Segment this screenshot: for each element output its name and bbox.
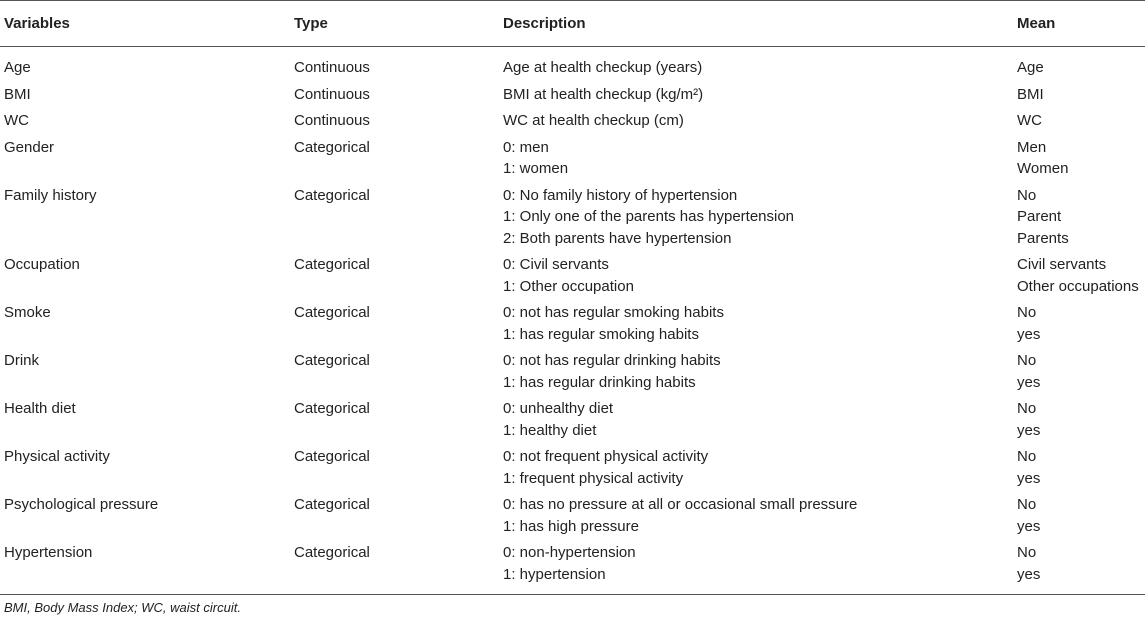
table-row bbox=[0, 301, 1145, 349]
cell-type: Continuous bbox=[294, 59, 370, 76]
description-line: 1: women bbox=[503, 160, 569, 177]
description-line: 0: not has regular smoking habits bbox=[503, 304, 724, 321]
mean-line: Age bbox=[1017, 59, 1044, 76]
cell-description bbox=[499, 493, 1013, 541]
description-line: 0: not has regular drinking habits bbox=[503, 352, 721, 369]
mean-line: No bbox=[1017, 448, 1037, 465]
description-line: BMI at health checkup (kg/m²) bbox=[503, 85, 704, 103]
description-line: 1: has high pressure bbox=[503, 517, 639, 535]
description-line: 0: unhealthy diet bbox=[503, 400, 614, 417]
cell-variable: Occupation bbox=[4, 256, 80, 273]
mean-line: yes bbox=[1017, 325, 1041, 343]
cell-description bbox=[499, 445, 1013, 493]
mean-line: Parents bbox=[1017, 229, 1069, 247]
description-line: 1: has regular drinking habits bbox=[503, 373, 696, 391]
table-row bbox=[0, 445, 1145, 493]
table-row bbox=[0, 253, 1145, 301]
header-variables: Variables bbox=[4, 15, 70, 32]
mean-line: No bbox=[1017, 400, 1037, 417]
mean-line: yes bbox=[1017, 469, 1041, 487]
mean-line: yes bbox=[1017, 373, 1041, 391]
table-row bbox=[0, 136, 1145, 184]
mean-line: Men bbox=[1017, 138, 1047, 156]
description-line: 0: men bbox=[503, 138, 549, 156]
cell-type: Categorical bbox=[294, 186, 370, 204]
mean-line: No bbox=[1017, 304, 1037, 321]
cell-mean bbox=[1013, 109, 1145, 136]
table-row bbox=[0, 541, 1145, 595]
cell-variable: WC bbox=[4, 112, 29, 129]
mean-line: BMI bbox=[1017, 85, 1044, 103]
mean-line: No bbox=[1017, 186, 1037, 204]
table-row bbox=[0, 83, 1145, 110]
mean-line: WC bbox=[1017, 112, 1042, 129]
mean-line: Other occupations bbox=[1017, 277, 1139, 295]
header-row bbox=[0, 1, 1145, 47]
description-line: 1: has regular smoking habits bbox=[503, 325, 699, 343]
cell-variable: Psychological pressure bbox=[4, 496, 159, 513]
mean-line: No bbox=[1017, 352, 1037, 369]
cell-mean bbox=[1013, 184, 1145, 254]
cell-variable: Drink bbox=[4, 352, 40, 369]
cell-mean bbox=[1013, 83, 1145, 110]
description-line: 1: hypertension bbox=[503, 565, 606, 583]
cell-variable: Age bbox=[4, 59, 31, 76]
cell-type: Categorical bbox=[294, 138, 370, 156]
cell-mean bbox=[1013, 47, 1145, 83]
cell-type: Categorical bbox=[294, 304, 370, 321]
mean-line: No bbox=[1017, 544, 1037, 561]
cell-type: Categorical bbox=[294, 496, 370, 513]
cell-mean bbox=[1013, 493, 1145, 541]
cell-variable: Physical activity bbox=[4, 448, 110, 465]
cell-description bbox=[499, 184, 1013, 254]
mean-line: Civil servants bbox=[1017, 256, 1107, 273]
table-body bbox=[0, 47, 1145, 595]
description-line: Age at health checkup (years) bbox=[503, 59, 703, 76]
cell-type: Categorical bbox=[294, 544, 370, 561]
cell-description bbox=[499, 109, 1013, 136]
cell-type: Continuous bbox=[294, 112, 370, 129]
description-line: 2: Both parents have hypertension bbox=[503, 229, 732, 247]
mean-line: yes bbox=[1017, 517, 1041, 535]
cell-description bbox=[499, 397, 1013, 445]
cell-mean bbox=[1013, 349, 1145, 397]
header-description: Description bbox=[503, 15, 586, 32]
description-line: 0: has no pressure at all or occasional small pressure bbox=[503, 496, 858, 513]
header-mean: Mean bbox=[1017, 15, 1056, 32]
cell-variable: BMI bbox=[4, 85, 31, 103]
table-row bbox=[0, 109, 1145, 136]
cell-mean bbox=[1013, 301, 1145, 349]
cell-type: Continuous bbox=[294, 85, 370, 103]
cell-description bbox=[499, 136, 1013, 184]
cell-variable: Gender bbox=[4, 138, 55, 156]
table-footnote: BMI, Body Mass Index; WC, waist circuit. bbox=[4, 600, 241, 615]
description-line: 1: Other occupation bbox=[503, 277, 634, 295]
description-line: 0: non-hypertension bbox=[503, 544, 636, 561]
cell-variable: Hypertension bbox=[4, 544, 93, 561]
cell-description bbox=[499, 541, 1013, 595]
description-line: 0: Civil servants bbox=[503, 256, 609, 273]
mean-line: Women bbox=[1017, 160, 1069, 177]
cell-type: Categorical bbox=[294, 448, 370, 465]
cell-description bbox=[499, 301, 1013, 349]
cell-variable: Health diet bbox=[4, 400, 76, 417]
mean-line: Parent bbox=[1017, 208, 1062, 225]
cell-type: Categorical bbox=[294, 352, 370, 369]
cell-mean bbox=[1013, 253, 1145, 301]
cell-variable: Smoke bbox=[4, 304, 51, 321]
description-line: 1: frequent physical activity bbox=[503, 469, 684, 487]
cell-description bbox=[499, 47, 1013, 83]
description-line: 1: Only one of the parents has hypertension bbox=[503, 208, 795, 225]
table-row bbox=[0, 349, 1145, 397]
cell-mean bbox=[1013, 541, 1145, 595]
cell-type: Categorical bbox=[294, 400, 370, 417]
table-row bbox=[0, 47, 1145, 83]
mean-line: No bbox=[1017, 496, 1037, 513]
cell-description bbox=[499, 83, 1013, 110]
cell-description bbox=[499, 253, 1013, 301]
mean-line: yes bbox=[1017, 421, 1041, 439]
description-line: 0: No family history of hypertension bbox=[503, 186, 738, 204]
header-type: Type bbox=[294, 15, 328, 32]
cell-variable: Family history bbox=[4, 186, 97, 204]
description-line: WC at health checkup (cm) bbox=[503, 112, 684, 129]
table-row bbox=[0, 397, 1145, 445]
cell-mean bbox=[1013, 136, 1145, 184]
description-line: 1: healthy diet bbox=[503, 421, 597, 439]
cell-mean bbox=[1013, 445, 1145, 493]
table-row bbox=[0, 493, 1145, 541]
table-row bbox=[0, 184, 1145, 254]
cell-type: Categorical bbox=[294, 256, 370, 273]
cell-description bbox=[499, 349, 1013, 397]
table-header bbox=[0, 1, 1145, 47]
cell-mean bbox=[1013, 397, 1145, 445]
description-line: 0: not frequent physical activity bbox=[503, 448, 709, 465]
mean-line: yes bbox=[1017, 565, 1041, 583]
